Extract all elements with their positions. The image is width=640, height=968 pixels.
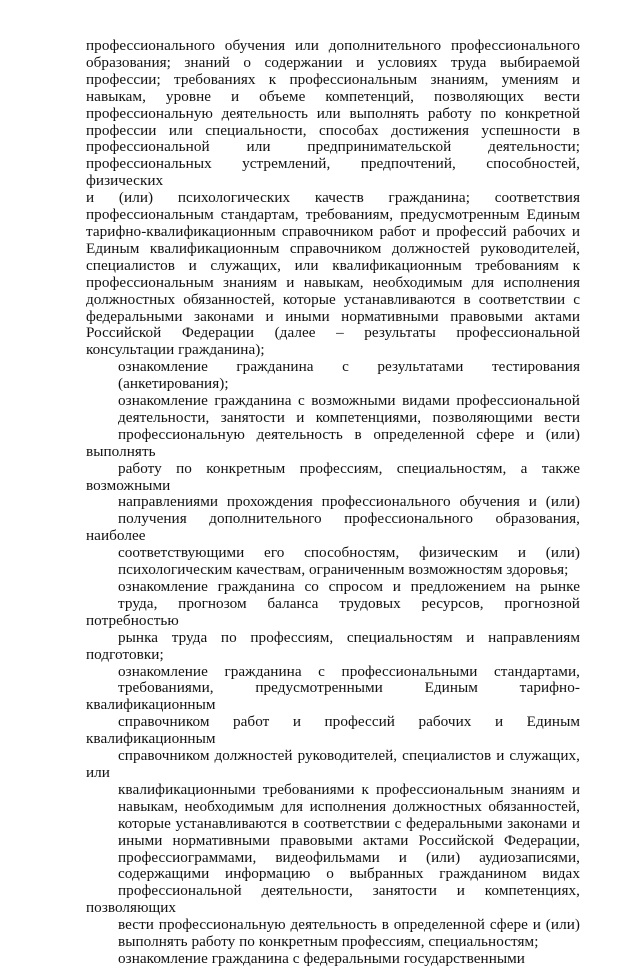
text-line: профессиональным знаниям и навыкам, необходимым для исполнения bbox=[86, 273, 580, 291]
text-line: профессионального обучения или дополнительного профессионального bbox=[86, 37, 580, 54]
text-line: квалификационными требованиями к профессиональным знаниям и bbox=[118, 780, 580, 798]
text-line: навыкам, уровне и объеме компетенций, позволяющих вести bbox=[86, 87, 580, 105]
text-line: профессиональной или предпринимательской деятельности; bbox=[86, 138, 580, 156]
text-line: профессии или специальности, способах достижения успешности в bbox=[86, 121, 580, 139]
text-line: рынка труда по профессиям, специальностям и направлениям подготовки; bbox=[86, 628, 580, 663]
text-line: федеральными законами и иными нормативными правовыми актами bbox=[86, 307, 580, 325]
body-paragraph bbox=[86, 393, 580, 579]
text-line: навыкам, необходимым для исполнения должностных обязанностей, bbox=[118, 797, 580, 815]
text-line: профессиональных устремлений, предпочтений, способностей, физических bbox=[86, 155, 580, 190]
text-line: психологическим качествам, ограниченным возможностям здоровья; bbox=[118, 561, 569, 579]
text-line: тарифно-квалификационным справочником работ и профессий рабочих и bbox=[86, 222, 580, 240]
text-line: профессиональным стандартам, требованиям, предусмотренным Единым bbox=[86, 206, 580, 224]
text-line: деятельности, занятости и компетенциями, позволяющими вести bbox=[118, 408, 580, 426]
text-line: Российской Федерации (далее – результаты профессиональной bbox=[86, 324, 580, 342]
text-line: ознакомление гражданина с результатами тестирования bbox=[118, 358, 580, 376]
text-line: ознакомление гражданина с федеральными государственными bbox=[118, 949, 525, 967]
text-line: консультации гражданина); bbox=[86, 341, 265, 359]
text-line: специалистов и служащих, или квалификационным требованиям к bbox=[86, 256, 580, 274]
text-line: справочником должностей руководителей, специалистов и служащих, или bbox=[86, 747, 580, 781]
text-line: направлениями прохождения профессионального обучения и (или) bbox=[118, 493, 580, 511]
text-line: ознакомление гражданина с возможными видами профессиональной bbox=[118, 392, 580, 410]
text-line: и (или) психологических качеств гражданина; соответствия bbox=[86, 189, 580, 207]
text-line: должностных обязанностей, которые устанавливаются в соответствии с bbox=[86, 290, 580, 308]
text-line: соответствующими его способностям, физическим и (или) bbox=[118, 544, 580, 562]
text-line: вести профессиональную деятельность в определенной сфере и (или) bbox=[118, 916, 580, 934]
text-line: (анкетирования); bbox=[118, 375, 229, 393]
body-paragraph bbox=[86, 579, 580, 664]
text-line: ознакомление гражданина с профессиональными стандартами, bbox=[118, 662, 580, 680]
text-line: требованиями, предусмотренными Единым тарифно-квалификационным bbox=[86, 679, 580, 714]
text-line: справочником работ и профессий рабочих и Единым квалификационным bbox=[86, 713, 580, 748]
body-paragraph bbox=[86, 664, 580, 951]
text-line: выполнять работу по конкретным профессиям, специальностям; bbox=[118, 933, 539, 951]
text-line: образования; знаний о содержании и условиях труда выбираемой bbox=[86, 53, 580, 71]
text-line: Единым квалификационным справочником должностей руководителей, bbox=[86, 239, 580, 257]
text-line: работу по конкретным профессиям, специальностям, а также возможными bbox=[86, 459, 580, 494]
text-line: профессиональную деятельность или выполнять работу по конкретной bbox=[86, 104, 580, 122]
text-line: иными нормативными правовыми актами Российской Федерации, bbox=[118, 831, 580, 849]
text-line: профессиограммами, видеофильмами и (или) аудиозаписями, bbox=[118, 848, 580, 866]
text-line: содержащими информацию о выбранных гражданином видах bbox=[118, 865, 580, 883]
body-paragraph bbox=[86, 38, 580, 359]
text-line: ознакомление гражданина со спросом и предложением на рынке bbox=[118, 578, 580, 595]
text-line: которые устанавливаются в соответствии с федеральными законами и bbox=[118, 814, 580, 832]
text-line: получения дополнительного профессионального образования, наиболее bbox=[86, 510, 580, 545]
text-line: профессиональной деятельности, занятости и компетенциях, позволяющих bbox=[86, 882, 580, 917]
body-paragraph bbox=[86, 951, 580, 968]
text-line: труда, прогнозом баланса трудовых ресурсов, прогнозной потребностью bbox=[86, 594, 580, 629]
text-line: профессиональную деятельность в определенной сфере и (или) выполнять bbox=[86, 425, 580, 460]
text-line: профессии; требованиях к профессиональным знаниям, умениям и bbox=[86, 70, 580, 88]
body-paragraph bbox=[86, 359, 580, 393]
